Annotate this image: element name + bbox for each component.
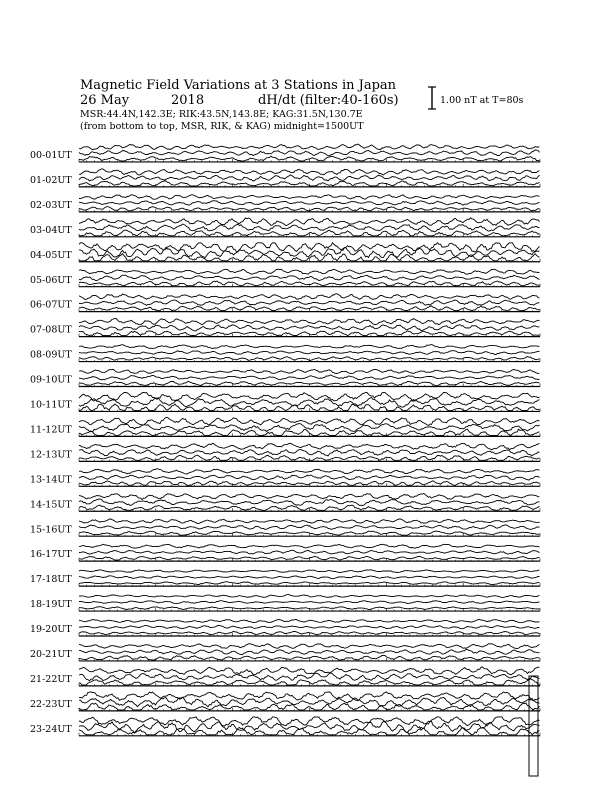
hour-label: 10-11UT xyxy=(30,399,72,411)
trace-rik xyxy=(79,450,540,456)
trace-rik xyxy=(79,300,540,305)
hour-label: 09-10UT xyxy=(30,374,72,386)
trace-rik xyxy=(79,525,540,529)
trace-rik xyxy=(79,375,540,380)
hour-row xyxy=(30,620,540,637)
hour-row xyxy=(30,667,540,686)
trace-kag xyxy=(79,243,540,252)
trace-kag xyxy=(79,195,540,200)
hour-row xyxy=(30,570,540,586)
trace-msr xyxy=(79,481,540,486)
trace-rik xyxy=(79,224,540,232)
hour-label: 23-24UT xyxy=(30,723,72,735)
hour-label: 18-19UT xyxy=(30,599,72,611)
trace-kag xyxy=(79,169,540,175)
minute-ticks xyxy=(79,159,540,162)
hour-label: 21-22UT xyxy=(30,673,72,685)
hour-row xyxy=(30,243,540,262)
hour-label: 15-16UT xyxy=(30,524,72,536)
hour-row xyxy=(30,294,540,312)
hour-row xyxy=(30,692,540,711)
trace-rik xyxy=(79,550,540,554)
trace-rik xyxy=(79,649,540,654)
trace-kag xyxy=(79,667,540,675)
trace-kag xyxy=(79,544,540,548)
hour-row xyxy=(30,195,540,212)
station-order-note: (from bottom to top, MSR, RIK, & KAG) midnight=1500UT xyxy=(80,121,364,132)
hour-row xyxy=(30,494,540,512)
hour-label: 11-12UT xyxy=(30,424,72,436)
hour-row xyxy=(30,519,540,536)
minute-ticks xyxy=(79,708,540,711)
hour-label: 17-18UT xyxy=(30,574,72,586)
hour-row xyxy=(30,393,540,412)
hour-row xyxy=(30,644,540,661)
trace-rik xyxy=(79,351,540,355)
trace-kag xyxy=(79,570,540,573)
hour-row xyxy=(30,169,540,187)
trace-rik xyxy=(79,625,540,629)
trace-kag xyxy=(79,494,540,500)
hour-label: 03-04UT xyxy=(30,224,72,236)
trace-kag xyxy=(79,218,540,226)
hour-label: 08-09UT xyxy=(30,349,72,361)
trace-rik xyxy=(79,150,540,156)
hour-label: 13-14UT xyxy=(30,474,72,486)
hour-label: 00-01UT xyxy=(30,150,72,161)
hour-row xyxy=(30,544,540,561)
hour-row xyxy=(30,417,540,436)
hour-label: 22-23UT xyxy=(30,698,72,710)
scale-bar xyxy=(428,87,524,109)
trace-rik xyxy=(79,325,540,331)
hour-label: 06-07UT xyxy=(30,299,72,311)
hour-row xyxy=(30,345,540,362)
hour-label: 01-02UT xyxy=(30,174,72,186)
scale-bar-label: 1.00 nT at T=80s xyxy=(440,95,524,106)
hour-row xyxy=(30,144,540,162)
hour-label: 14-15UT xyxy=(30,499,72,511)
trace-kag xyxy=(79,644,540,649)
trace-kag xyxy=(79,620,540,623)
trace-msr xyxy=(79,181,540,186)
hour-label: 12-13UT xyxy=(30,449,72,461)
hour-label: 16-17UT xyxy=(30,549,72,561)
hour-label: 04-05UT xyxy=(30,249,72,261)
trace-rik xyxy=(79,475,540,480)
hour-label: 19-20UT xyxy=(30,624,72,636)
hour-label: 05-06UT xyxy=(30,274,72,286)
trace-kag xyxy=(79,269,540,274)
trace-rik xyxy=(79,601,540,604)
trace-rik xyxy=(79,576,540,579)
trace-rik xyxy=(79,499,540,506)
hour-row xyxy=(30,717,540,736)
minute-ticks xyxy=(79,558,540,561)
event-box xyxy=(529,676,538,776)
hour-row xyxy=(30,218,540,237)
chart-year: 2018 xyxy=(171,93,205,108)
hourly-rows xyxy=(30,144,540,736)
station-coordinates: MSR:44.4N,142.3E; RIK:43.5N,143.8E; KAG:31.5N,130.7E xyxy=(80,109,363,120)
trace-kag xyxy=(79,144,540,150)
trace-msr xyxy=(79,357,540,361)
trace-kag xyxy=(79,294,540,300)
trace-kag xyxy=(79,717,540,726)
hour-row xyxy=(30,469,540,487)
hour-row xyxy=(30,369,540,386)
trace-rik xyxy=(79,673,540,681)
hour-label: 20-21UT xyxy=(30,649,72,660)
hour-row xyxy=(30,595,540,611)
trace-rik xyxy=(79,424,540,432)
chart-title: Magnetic Field Variations at 3 Stations in Japan xyxy=(80,78,397,93)
hour-row xyxy=(30,318,540,336)
trace-kag xyxy=(79,369,540,373)
trace-rik xyxy=(79,275,540,281)
trace-kag xyxy=(79,692,540,701)
trace-rik xyxy=(79,175,540,181)
chart-quantity: dH/dt (filter:40-160s) xyxy=(258,93,399,108)
minute-ticks xyxy=(79,433,540,436)
hour-label: 02-03UT xyxy=(30,199,72,211)
hour-row xyxy=(30,269,540,287)
trace-kag xyxy=(79,595,540,598)
trace-kag xyxy=(79,469,540,474)
trace-kag xyxy=(79,318,540,324)
trace-rik xyxy=(79,201,540,206)
hour-label: 07-08UT xyxy=(30,324,72,336)
hour-row xyxy=(30,443,540,461)
chart-date: 26 May xyxy=(80,93,130,108)
trace-kag xyxy=(79,345,540,349)
trace-kag xyxy=(79,519,540,524)
trace-kag xyxy=(79,443,540,450)
